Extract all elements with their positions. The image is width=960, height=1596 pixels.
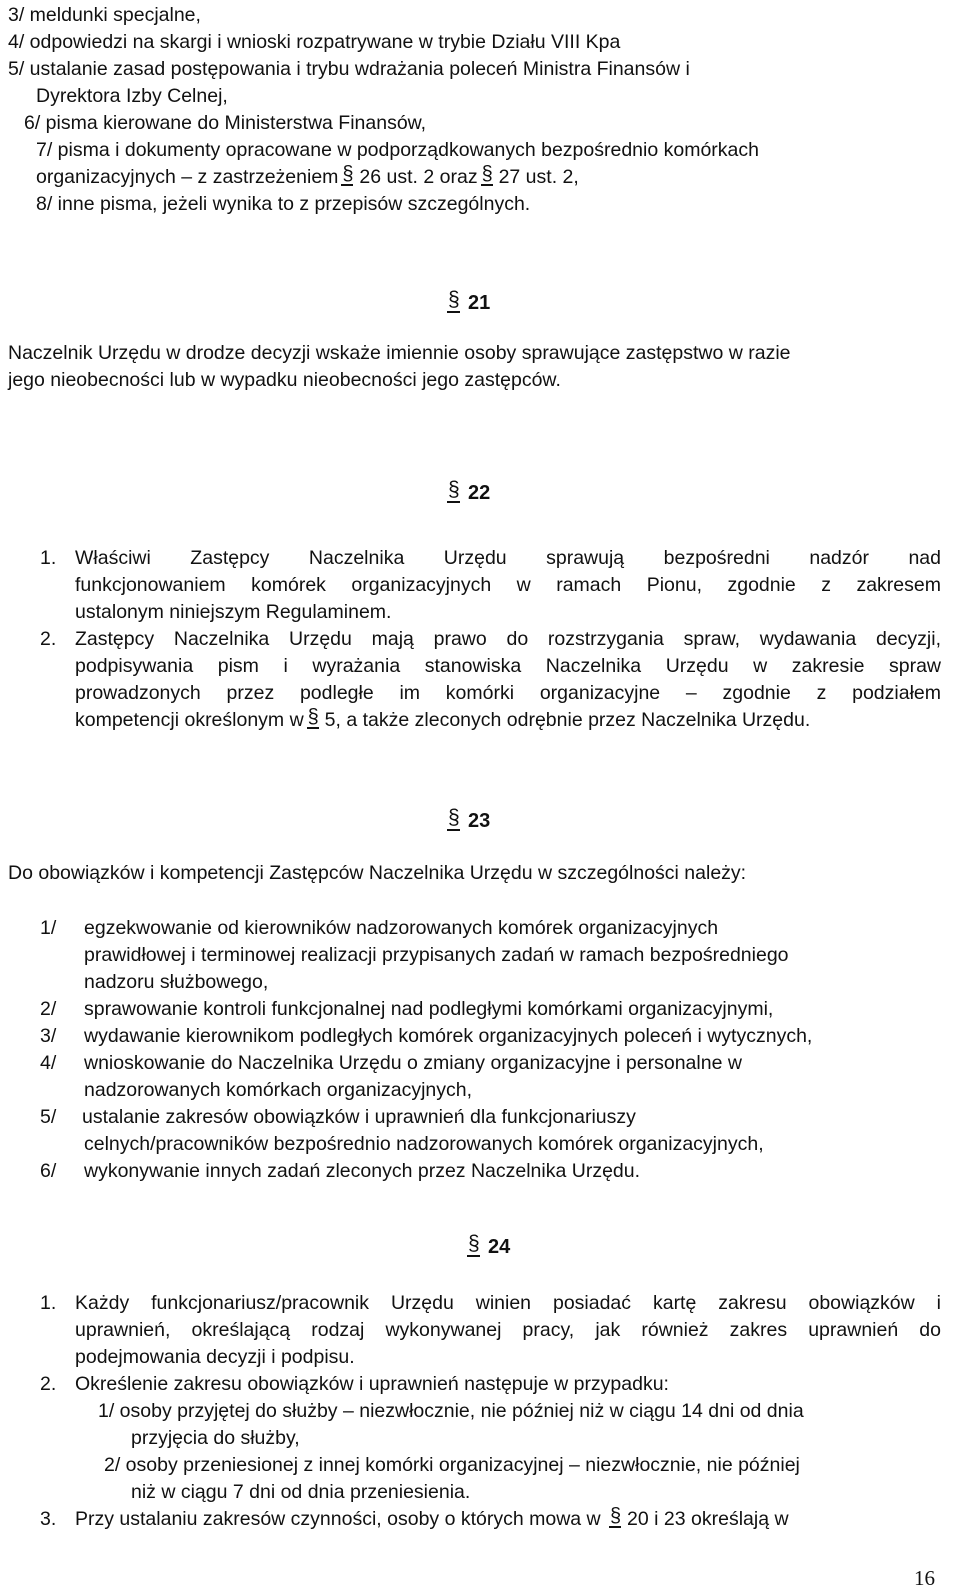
section-heading-22: §22 — [447, 480, 490, 507]
s23-item-4-line-2: nadzorowanych komórkach organizacyjnych, — [84, 1079, 473, 1101]
s21-line-2: jego nieobecności lub w wypadku nieobecności jego zastępców. — [8, 369, 561, 391]
s23-intro: Do obowiązków i kompetencji Zastępców Naczelnika Urzędu w szczególności należy: — [8, 862, 747, 884]
s24-p2-number: 2. — [40, 1373, 57, 1395]
s24-sub1-line-1: 1/ osoby przyjętej do służby – niezwłocznie, nie później niż w ciągu 14 dni od dnia — [98, 1400, 804, 1422]
s21-line-1: Naczelnik Urzędu w drodze decyzji wskaże imiennie osoby sprawujące zastępstwo w razie — [8, 342, 791, 364]
s24-p1-line-1: Każdy funkcjonariusz/pracownik Urzędu winien posiadać kartę zakresu obowiązków i — [75, 1292, 941, 1314]
section-sign-icon — [467, 1234, 480, 1258]
s24-p1-number: 1. — [40, 1292, 57, 1314]
s22-p1-line-2: funkcjonowaniem komórek organizacyjnych w ramach Pionu, zgodnie z zakresem — [75, 574, 941, 596]
section-sign-icon — [481, 165, 493, 187]
s23-item-1-line-1: egzekwowanie od kierowników nadzorowanych komórek organizacyjnych — [84, 917, 719, 939]
s22-p2-line-3: prowadzonych przez podległe im komórki organizacyjne – zgodnie z podziałem — [75, 682, 941, 704]
s22-p2-line-4: kompetencji określonym w§ 5, a także zleconych odrębnie przez Naczelnika Urzędu. — [75, 707, 810, 734]
s23-item-6-line-1: wykonywanie innych zadań zleconych przez Naczelnika Urzędu. — [84, 1160, 641, 1182]
list-item-8: 8/ inne pisma, jeżeli wynika to z przepisów szczególnych. — [36, 193, 531, 215]
page-number: 16 — [914, 1566, 935, 1590]
section-sign-icon — [447, 480, 460, 504]
s23-item-1-line-3: nadzoru służbowego, — [84, 971, 269, 993]
s23-item-2-line-1: sprawowanie kontroli funkcjonalnej nad podległymi komórkami organizacyjnymi, — [84, 998, 774, 1020]
s24-p1-line-2: uprawnień, określającą rodzaj wykonywanej pracy, jak również zakres uprawnień do — [75, 1319, 941, 1341]
s23-item-4-line-1: wnioskowanie do Naczelnika Urzędu o zmiany organizacyjne i personalne w — [84, 1052, 742, 1074]
section-heading-24: §24 — [467, 1234, 510, 1261]
s24-sub2-line-1: 2/ osoby przeniesionej z innej komórki organizacyjnej – niezwłocznie, nie później — [104, 1454, 800, 1476]
s24-p3-line-1: Przy ustalaniu zakresów czynności, osoby o których mowa w § 20 i 23 określają w — [75, 1506, 789, 1533]
s23-item-3-number: 3/ — [40, 1025, 57, 1047]
s23-item-5-line-2: celnych/pracowników bezpośrednio nadzorowanych komórek organizacyjnych, — [84, 1133, 764, 1155]
s23-item-4-number: 4/ — [40, 1052, 57, 1074]
s24-p1-line-3: podejmowania decyzji i podpisu. — [75, 1346, 355, 1368]
list-item-7: 7/ pisma i dokumenty opracowane w podporządkowanych bezpośrednio komórkach — [36, 139, 759, 161]
s22-p2-line-2: podpisywania pism i wyrażania stanowiska Naczelnika Urzędu w zakresie spraw — [75, 655, 941, 677]
s24-p2-line-1: Określenie zakresu obowiązków i uprawnień następuje w przypadku: — [75, 1373, 669, 1395]
list-item-3: 3/ meldunki specjalne, — [8, 4, 201, 26]
section-sign-icon — [447, 808, 460, 832]
s24-sub1-line-2: przyjęcia do służby, — [131, 1427, 300, 1449]
section-sign-icon — [447, 290, 460, 314]
s23-item-1-line-2: prawidłowej i terminowej realizacji przypisanych zadań w ramach bezpośredniego — [84, 944, 789, 966]
section-heading-23: §23 — [447, 808, 490, 835]
list-item-5: 5/ ustalanie zasad postępowania i trybu wdrażania poleceń Ministra Finansów i — [8, 58, 690, 80]
s24-p3-number: 3. — [40, 1508, 57, 1530]
section-sign-icon — [307, 708, 319, 730]
s24-sub2-line-2: niż w ciągu 7 dni od dnia przeniesienia. — [131, 1481, 471, 1503]
s22-p1-line-1: Właściwi Zastępcy Naczelnika Urzędu sprawują bezpośredni nadzór nad — [75, 547, 941, 569]
s23-item-3-line-1: wydawanie kierownikom podległych komórek organizacyjnych poleceń i wytycznych, — [84, 1025, 813, 1047]
s23-item-2-number: 2/ — [40, 998, 57, 1020]
list-item-4: 4/ odpowiedzi na skargi i wnioski rozpatrywane w trybie Działu VIII Kpa — [8, 31, 621, 53]
section-heading-21: §21 — [447, 290, 490, 317]
s23-item-5-line-1: ustalanie zakresów obowiązków i uprawnień dla funkcjonariuszy — [82, 1106, 636, 1128]
s22-p1-line-3: ustalonym niniejszym Regulaminem. — [75, 601, 392, 623]
list-item-5-cont: Dyrektora Izby Celnej, — [36, 85, 228, 107]
section-sign-icon — [341, 165, 353, 187]
section-sign-icon — [609, 1507, 621, 1529]
s22-p2-number: 2. — [40, 628, 57, 650]
s22-p1-number: 1. — [40, 547, 57, 569]
s22-p2-line-1: Zastępcy Naczelnika Urzędu mają prawo do rozstrzygania spraw, wydawania decyzji, — [75, 628, 941, 650]
s23-item-6-number: 6/ — [40, 1160, 57, 1182]
s23-item-1-number: 1/ — [40, 917, 57, 939]
list-item-6: 6/ pisma kierowane do Ministerstwa Finansów, — [24, 112, 427, 134]
s23-item-5-number: 5/ — [40, 1106, 57, 1128]
list-item-7-cont: organizacyjnych – z zastrzeżeniem§ 26 ust. 2 oraz§ 27 ust. 2, — [36, 164, 579, 191]
